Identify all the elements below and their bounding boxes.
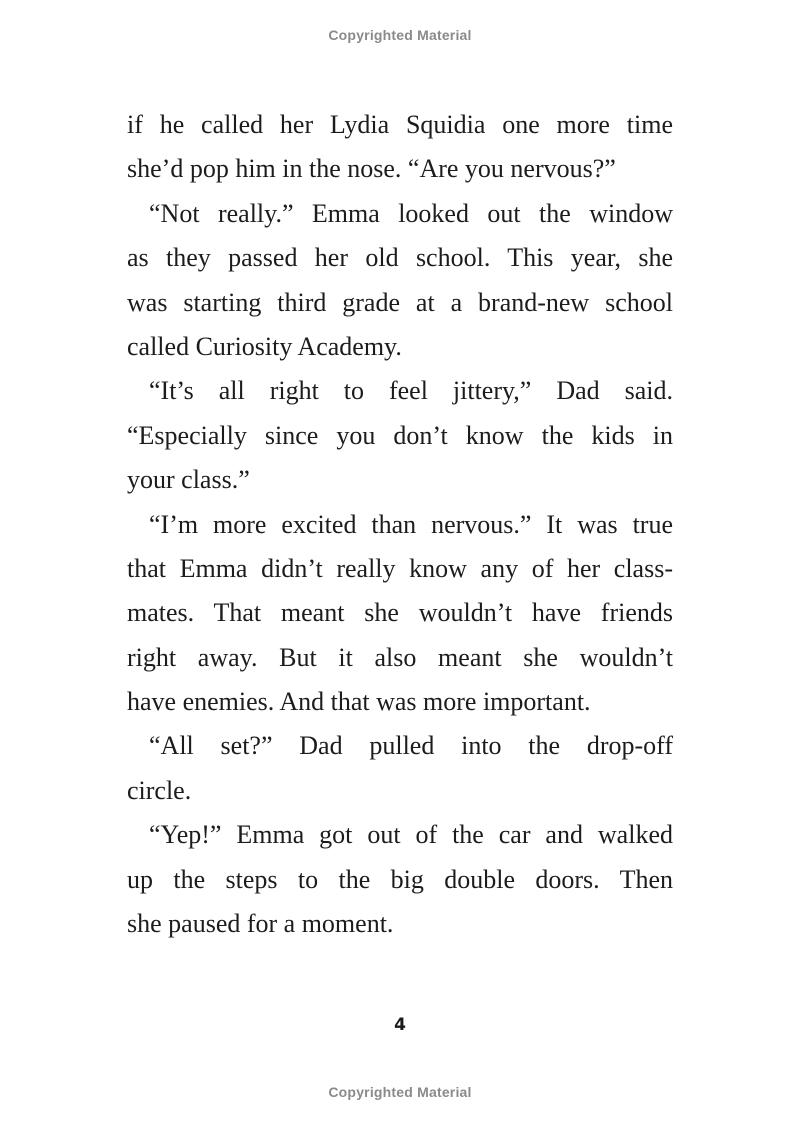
text-line: “Yep!” Emma got out of the car and walked	[149, 820, 673, 850]
text-line: that Emma didn’t really know any of her class-	[127, 553, 673, 583]
text-line: called Curiosity Academy.	[127, 331, 402, 361]
text-line: “Not really.” Emma looked out the window	[149, 198, 673, 228]
text-line: your class.”	[127, 465, 250, 495]
text-line: “Especially since you don’t know the kids in	[127, 420, 673, 450]
text-line: “I’m more excited than nervous.” It was true	[149, 509, 673, 539]
copyright-watermark-bottom: Copyrighted Material	[328, 1084, 472, 1100]
text-line: she’d pop him in the nose. “Are you nervous?”	[127, 154, 616, 184]
copyright-watermark-top: Copyrighted Material	[328, 27, 472, 43]
page-body-text	[127, 103, 673, 946]
text-line: was starting third grade at a brand-new school	[127, 287, 673, 317]
text-line: mates. That meant she wouldn’t have friends	[127, 598, 673, 628]
text-line: have enemies. And that was more important.	[127, 687, 591, 717]
text-line: right away. But it also meant she wouldn’t	[127, 642, 673, 672]
text-line: up the steps to the big double doors. Then	[127, 864, 673, 894]
text-line: “It’s all right to feel jittery,” Dad said.	[149, 376, 673, 406]
text-line: she paused for a moment.	[127, 909, 394, 939]
text-line: circle.	[127, 775, 192, 805]
page-number: 4	[394, 1015, 406, 1035]
text-line: “All set?” Dad pulled into the drop-off	[149, 731, 673, 761]
text-line: as they passed her old school. This year, she	[127, 243, 673, 273]
text-line: if he called her Lydia Squidia one more time	[127, 110, 673, 139]
